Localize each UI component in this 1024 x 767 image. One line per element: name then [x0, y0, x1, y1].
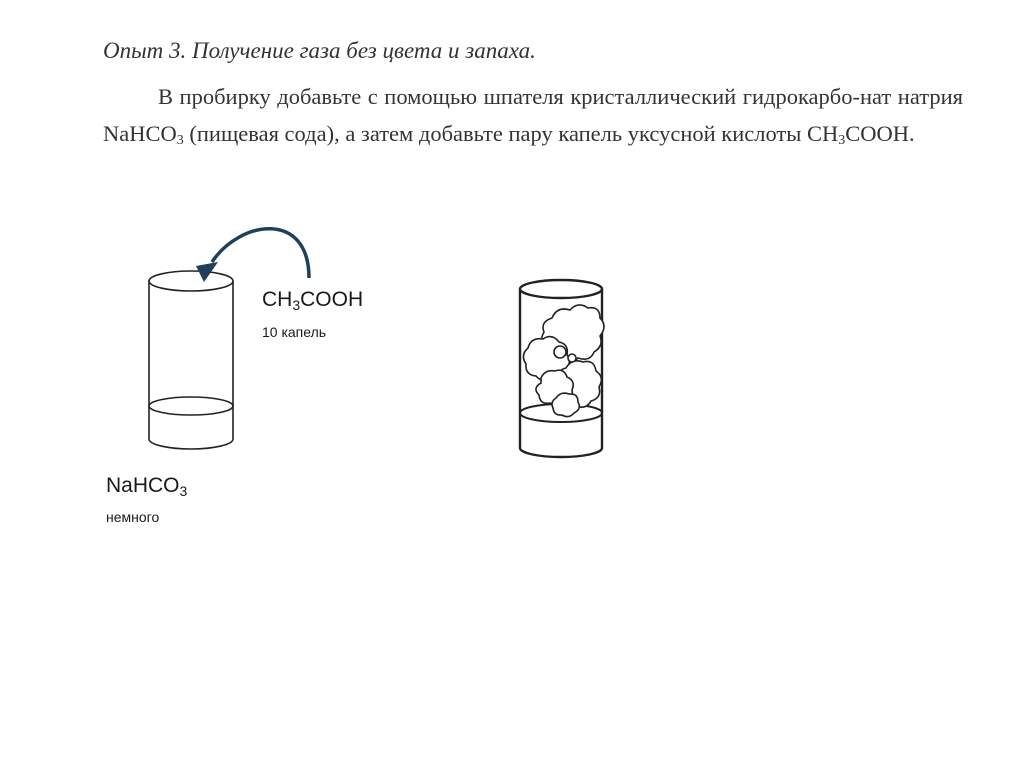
baking-soda-formula: [106, 474, 187, 498]
instruction-part-2: (пищевая сода), а затем добавьте пару капель уксусной кислоты CH: [183, 121, 839, 146]
experiment-title: Опыт 3. Получение газа без цвета и запаха.: [103, 38, 536, 63]
left-test-tube: [149, 271, 233, 449]
acetic-acid-formula: [262, 288, 363, 312]
baking-soda-amount: немного: [106, 509, 160, 525]
soda-formula-prefix: NaHCO: [106, 474, 180, 497]
acid-formula-subscript: 3: [292, 297, 301, 313]
pour-arrow: [196, 229, 309, 282]
instruction-subscript-2: 3: [838, 133, 846, 148]
instruction-part-1: В пробирку добавьте с помощью шпателя кристаллический гидрокарбо-нат натрия NaHCO: [103, 84, 963, 146]
acetic-acid-amount: 10 капель: [262, 324, 327, 340]
acid-formula-prefix: CH: [262, 288, 293, 311]
instruction-subscript-1: 3: [176, 133, 184, 148]
left-tube-liquid-level: [149, 397, 233, 415]
gas-foam: [523, 305, 604, 417]
acid-formula-suffix: COOH: [300, 288, 364, 311]
soda-formula-subscript: 3: [179, 483, 188, 499]
instruction-part-3: COOH.: [845, 121, 915, 146]
